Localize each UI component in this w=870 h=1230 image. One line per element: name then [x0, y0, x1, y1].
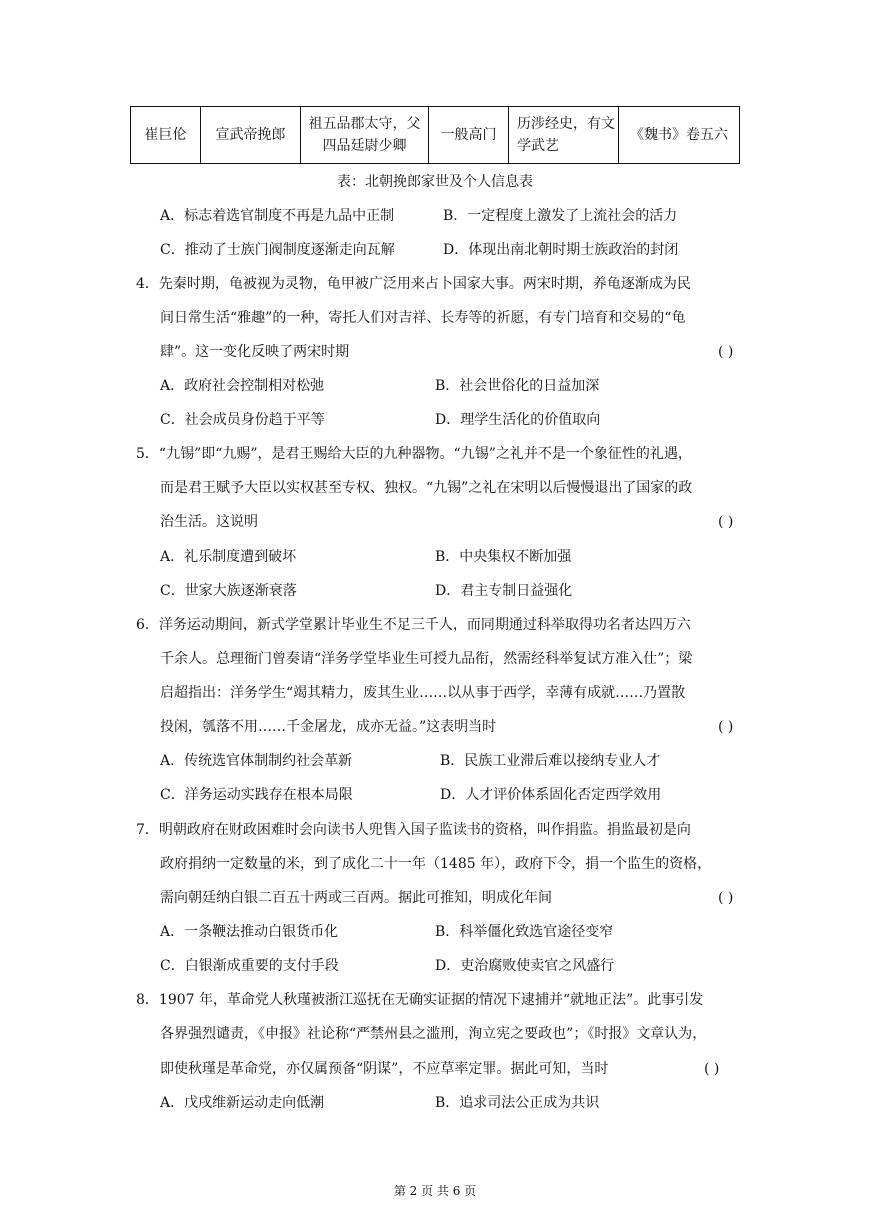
q5-option-a: A．礼乐制度遭到破坏	[160, 549, 297, 565]
q4-option-a: A．政府社会控制相对松弛	[160, 378, 325, 394]
q3-option-d: D．体现出南北朝时期士族政治的封闭	[443, 242, 679, 258]
q5-stem-line2: 而是君王赋予大臣以实权甚至专权、独权。“九锡”之礼在宋明以后慢慢退出了国家的政	[160, 480, 693, 496]
q6-stem-line2: 千余人。总理衙门曾奏请“洋务学堂毕业生可授九品衔，然需经科举复试方准入仕”；梁	[160, 651, 693, 667]
page-footer: 第 2 页 共 6 页	[393, 1184, 477, 1198]
q5-stem-line1: 5．“九锡”即“九赐”，是君王赐给大臣的九种器物。“九锡”之礼并不是一个象征性的礼遇，	[136, 446, 692, 462]
q6-option-c: C．洋务运动实践存在根本局限	[160, 787, 353, 803]
q3-option-b: B．一定程度上激发了上流社会的活力	[443, 208, 678, 224]
table-cell-rank: 一般高门	[429, 107, 509, 164]
table-row	[131, 107, 740, 164]
q5-option-c: C．世家大族逐渐衰落	[160, 583, 297, 599]
q6-option-a: A．传统选官体制制约社会革新	[160, 753, 353, 769]
info-table	[130, 106, 740, 164]
table-cell-title: 宣武帝挽郎	[201, 107, 301, 164]
q7-stem-line1: 7．明朝政府在财政困难时会向读书人兜售入国子监读书的资格，叫作捐监。捐监最初是向	[136, 822, 691, 838]
q7-option-a: A．一条鞭法推动白银货币化	[160, 924, 339, 940]
q7-option-c: C．白银渐成重要的支付手段	[160, 958, 339, 974]
q8-answer-bracket: ( )	[704, 1061, 720, 1077]
q4-answer-bracket: ( )	[718, 344, 734, 360]
q5-option-b: B．中央集权不断加强	[435, 549, 572, 565]
q6-option-b: B．民族工业滞后难以接纳专业人才	[440, 753, 661, 769]
table-cell-name: 崔巨伦	[131, 107, 201, 164]
q8-option-a: A．戊戌维新运动走向低潮	[160, 1095, 325, 1111]
q6-stem-line3: 启超指出：洋务学生“竭其精力，废其生业……以从事于西学，幸薄有成就……乃置散	[160, 685, 686, 701]
q7-stem-line2: 政府捐纳一定数量的米，到了成化二十一年（1485 年），政府下令，捐一个监生的资格，	[160, 856, 712, 872]
q5-answer-bracket: ( )	[718, 514, 734, 530]
q7-answer-bracket: ( )	[718, 890, 734, 906]
q4-stem-line2: 间日常生活“雅趣”的一种，寄托人们对吉祥、长寿等的祈愿，有专门培育和交易的“龟	[160, 310, 686, 326]
q4-option-d: D．理学生活化的价值取向	[435, 412, 601, 428]
q5-option-d: D．君主专制日益强化	[435, 583, 573, 599]
table-cell-source: 《魏书》卷五六	[619, 107, 740, 164]
q4-stem-line3: 肆”。这一变化反映了两宋时期	[160, 344, 350, 360]
q7-option-d: D．吏治腐败使卖官之风盛行	[435, 958, 615, 974]
q4-option-c: C．社会成员身份趋于平等	[160, 412, 325, 428]
q8-stem-line3: 即使秋瑾是革命党，亦仅属预备“阴谋”，不应草率定罪。据此可知，当时	[160, 1061, 609, 1077]
q7-option-b: B．科举僵化致选官途径变窄	[435, 924, 614, 940]
table-cell-ability: 历涉经史，有文学武艺	[509, 107, 619, 164]
q6-option-d: D．人才评价体系固化否定西学效用	[440, 787, 662, 803]
q3-option-c: C．推动了士族门阀制度逐渐走向瓦解	[160, 242, 395, 258]
table-cell-family: 祖五品郡太守，父四品廷尉少卿	[301, 107, 429, 164]
q5-stem-line3: 治生活。这说明	[160, 514, 258, 530]
q7-stem-line3: 需向朝廷纳白银二百五十两或三百两。据此可推知，明成化年间	[160, 890, 552, 906]
table-caption: 表：北朝挽郎家世及个人信息表	[337, 174, 533, 190]
q3-option-a: A．标志着选官制度不再是九品中正制	[160, 208, 395, 224]
q6-answer-bracket: ( )	[718, 719, 734, 735]
q6-stem-line4: 投闲，瓠落不用……千金屠龙，成亦无益。”这表明当时	[160, 719, 497, 735]
q4-option-b: B．社会世俗化的日益加深	[435, 378, 600, 394]
q8-stem-line2: 各界强烈谴责，《申报》社论称“严禁州县之滥刑，洵立宪之要政也”；《时报》文章认为，	[160, 1026, 707, 1042]
q6-stem-line1: 6．洋务运动期间，新式学堂累计毕业生不足三千人，而同期通过科举取得功名者达四万六	[136, 617, 691, 633]
q8-option-b: B．追求司法公正成为共识	[435, 1095, 600, 1111]
q8-stem-line1: 8．1907 年，革命党人秋瑾被浙江巡抚在无确实证据的情况下逮捕并“就地正法”。此事引发	[136, 992, 704, 1008]
q4-stem-line1: 4．先秦时期，龟被视为灵物，龟甲被广泛用来占卜国家大事。两宋时期，养龟逐渐成为民	[136, 276, 691, 292]
